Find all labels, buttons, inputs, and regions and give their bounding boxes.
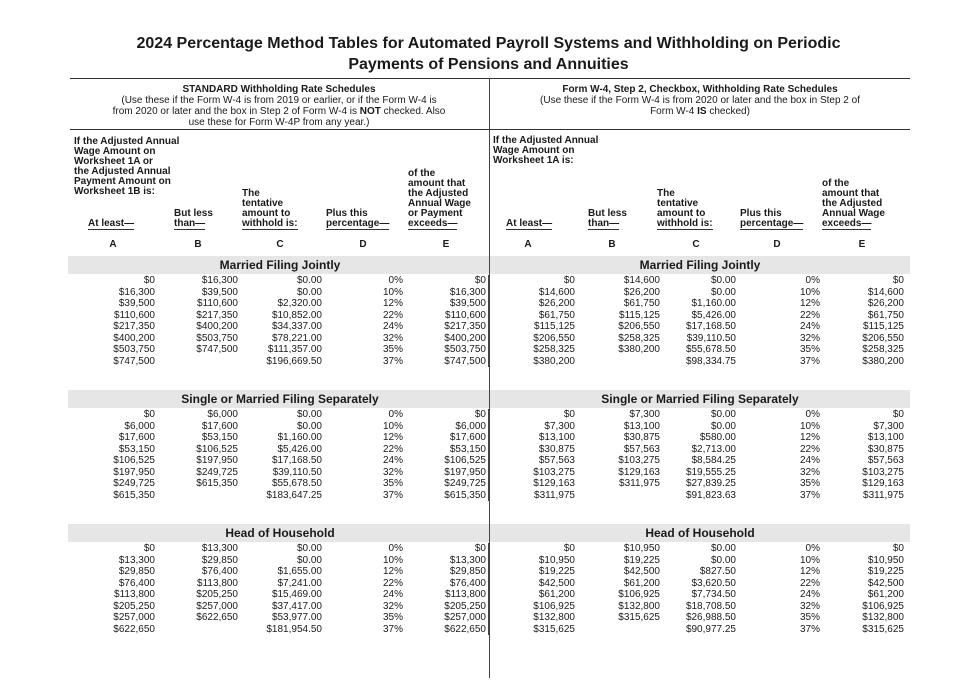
right-cell-a: $7,300 [544,420,575,432]
right-cell-e: $0 [892,275,904,286]
left-cell-e: $249,725 [444,478,486,489]
right-cell-e: $132,800 [862,612,904,623]
left-cell-c: $5,426.00 [277,443,322,455]
right-cell-e: $106,925 [862,600,904,612]
left-cell-c: $183,647.25 [266,489,322,501]
left-schedule-heading: STANDARD Withholding Rate Schedules [182,84,376,95]
right-cell-a: $10,950 [538,554,575,566]
left-cell-c: $0.00 [296,420,322,432]
right-cell-a: $61,200 [538,589,575,600]
left-cell-b: $53,150 [201,432,238,443]
left-cell-a: $197,950 [113,466,155,478]
right-cell-c: $1,160.00 [691,298,736,309]
right-cell-e: $57,563 [867,455,904,466]
right-cell-a: $315,625 [533,623,575,635]
left-cell-d: 24% [382,321,403,332]
right-cell-a: $311,975 [534,489,575,501]
right-cell-e: $0 [892,543,904,554]
left-cell-e: $0 [474,275,486,286]
left-column-letter: E [442,239,450,250]
right-cell-c: $27,839.25 [685,478,736,489]
left-cell-c: $17,168.50 [271,455,322,466]
right-cell-e: $103,275 [862,466,904,478]
right-cell-b: $129,163 [618,466,660,478]
top-rule [70,78,910,79]
title-line-2: Payments of Pensions and Annuities [348,56,629,73]
left-tentative-header: The tentative amount to withhold is: [242,188,298,229]
left-cell-b: $400,200 [196,321,238,332]
left-cell-d: 22% [382,309,403,321]
left-cell-b: $17,600 [201,420,238,432]
left-cell-e: $197,950 [444,466,486,478]
left-schedule-line3: use these for Form W-4P from any year.) [188,117,370,128]
left-cell-a: $257,000 [113,612,155,623]
right-cell-d: 32% [799,600,820,612]
left-cell-d: 37% [382,489,403,501]
right-cell-c: $0.00 [710,543,736,554]
center-divider [489,78,490,678]
left-cell-b: $503,750 [196,332,238,344]
right-cell-b: $14,600 [623,275,660,286]
right-cell-d: 10% [799,286,820,298]
left-section-label: Married Filing Jointly [219,258,341,272]
right-cell-a: $258,325 [533,344,575,355]
right-cell-e: $19,225 [867,566,904,577]
right-cell-d: 24% [799,321,820,332]
right-cell-e: $311,975 [863,489,904,501]
left-cell-b: $13,300 [201,543,238,554]
left-cell-e: $217,350 [444,321,486,332]
right-cell-b: $19,225 [623,554,660,566]
left-cell-d: 12% [382,566,403,577]
right-cell-d: 0% [805,275,820,286]
right-cell-c: $7,734.50 [691,589,736,600]
left-cell-d: 24% [382,589,403,600]
right-cell-e: $14,600 [867,286,904,298]
left-column-e-divider [488,409,489,501]
left-cell-c: $7,241.00 [277,577,322,589]
left-cell-d: 22% [382,443,403,455]
left-cell-c: $0.00 [296,275,322,286]
right-cell-c: $39,110.50 [686,332,736,344]
right-tentative-header: The tentative amount to withhold is: [657,188,713,229]
right-cell-c: $8,584.25 [691,455,736,466]
left-cell-c: $0.00 [296,543,322,554]
right-cell-d: 37% [799,355,820,367]
right-cell-c: $91,823.63 [685,489,736,501]
left-cell-d: 12% [382,298,403,309]
left-cell-d: 24% [382,455,403,466]
left-cell-b: $6,000 [207,409,238,420]
left-cell-c: $0.00 [296,286,322,298]
right-cell-c: $5,426.00 [691,309,736,321]
right-cell-a: $57,563 [538,455,575,466]
right-cell-d: 22% [799,577,820,589]
right-of-amount-header: of the amount that the Adjusted Annual Wage exceeds— [822,178,885,229]
right-cell-a: $103,275 [533,466,575,478]
right-cell-a: $106,925 [533,600,575,612]
right-cell-e: $13,100 [867,432,904,443]
right-schedule-line1: (Use these if the Form W-4 is from 2020 or later and the box in Step 2 of [540,95,860,106]
right-column-letter: E [858,239,866,250]
left-schedule-line2: from 2020 or later and the box in Step 2 of Form W-4 is NOT checked. Also [112,106,446,117]
right-cell-a: $42,500 [538,577,575,589]
left-cell-d: 35% [382,478,403,489]
left-cell-e: $113,800 [445,589,486,600]
left-cell-c: $55,678.50 [271,478,322,489]
left-column-letter: A [109,239,117,250]
right-schedule-line2: Form W-4 IS checked) [650,106,750,117]
right-cell-c: $26,988.50 [685,612,736,623]
right-cell-c: $0.00 [710,409,736,420]
left-cell-a: $6,000 [124,420,155,432]
right-cell-d: 12% [799,432,820,443]
right-cell-b: $10,950 [623,543,660,554]
left-cell-d: 10% [382,554,403,566]
left-cell-b: $622,650 [196,612,238,623]
left-cell-d: 0% [388,543,403,554]
left-cell-a: $249,725 [113,478,155,489]
right-cell-d: 0% [805,409,820,420]
right-cell-c: $98,334.75 [685,355,736,367]
right-schedule-title [494,84,906,117]
right-section-label: Married Filing Jointly [639,258,761,272]
left-section-label: Single or Married Filing Separately [181,392,379,406]
left-cell-a: $106,525 [113,455,155,466]
left-cell-e: $39,500 [449,298,486,309]
right-cell-c: $2,713.00 [691,443,736,455]
left-cell-a: $615,350 [113,489,155,501]
left-cell-c: $196,669.50 [266,355,322,367]
right-cell-d: 32% [799,466,820,478]
left-plus-percentage-header: Plus this percentage— [326,208,390,229]
right-cell-c: $3,620.50 [691,577,736,589]
left-cell-c: $15,469.00 [271,589,322,600]
right-cell-e: $61,200 [867,589,904,600]
left-at-least-header: At least— [88,218,135,229]
right-cell-e: $206,550 [862,332,904,344]
right-amount-intro-header: If the Adjusted Annual Wage Amount on Worksheet 1A is: [493,135,599,166]
left-cell-e: $106,525 [444,455,486,466]
left-cell-c: $39,110.50 [272,466,322,478]
right-cell-b: $315,625 [618,612,660,623]
right-cell-d: 37% [799,489,820,501]
right-cell-e: $258,325 [862,344,904,355]
left-cell-d: 37% [382,623,403,635]
left-cell-e: $17,600 [449,432,486,443]
left-cell-a: $0 [143,543,155,554]
right-cell-b: $57,563 [623,443,660,455]
left-cell-e: $29,850 [449,566,486,577]
right-cell-b: $13,100 [623,420,660,432]
left-cell-a: $110,600 [114,309,155,321]
right-cell-a: $0 [563,543,575,554]
right-cell-a: $13,100 [538,432,575,443]
right-column-letter: A [524,239,532,250]
left-cell-b: $39,500 [201,286,238,298]
right-cell-a: $115,125 [534,321,575,332]
left-cell-e: $747,500 [444,355,486,367]
left-column-e-divider [488,543,489,635]
left-cell-e: $13,300 [449,554,486,566]
right-cell-d: 10% [799,554,820,566]
right-cell-b: $26,200 [623,286,660,298]
left-cell-e: $205,250 [444,600,486,612]
right-cell-c: $827.50 [699,566,736,577]
right-cell-d: 35% [799,478,820,489]
left-cell-e: $615,350 [444,489,486,501]
left-cell-a: $53,150 [118,443,155,455]
right-cell-d: 32% [799,332,820,344]
left-cell-e: $503,750 [444,344,486,355]
left-cell-d: 35% [382,612,403,623]
right-cell-d: 12% [799,298,820,309]
right-cell-c: $0.00 [710,420,736,432]
left-cell-b: $747,500 [196,344,238,355]
left-cell-c: $53,977.00 [271,612,322,623]
right-cell-d: 0% [805,543,820,554]
right-cell-c: $55,678.50 [685,344,736,355]
right-cell-a: $380,200 [533,355,575,367]
left-cell-e: $400,200 [444,332,486,344]
right-cell-b: $61,750 [623,298,660,309]
header-rule [70,129,910,130]
right-cell-b: $115,125 [619,309,660,321]
right-cell-e: $61,750 [867,309,904,321]
left-cell-d: 0% [388,275,403,286]
right-cell-c: $17,168.50 [685,321,736,332]
left-cell-d: 32% [382,466,403,478]
right-cell-e: $115,125 [863,321,904,332]
left-cell-c: $37,417.00 [271,600,322,612]
left-cell-c: $0.00 [296,409,322,420]
right-cell-e: $315,625 [862,623,904,635]
right-cell-a: $61,750 [538,309,575,321]
left-cell-a: $503,750 [113,344,155,355]
left-cell-a: $0 [143,409,155,420]
left-cell-e: $16,300 [449,286,486,298]
right-cell-c: $18,708.50 [685,600,736,612]
right-cell-b: $258,325 [618,332,660,344]
left-cell-d: 32% [382,600,403,612]
left-cell-b: $217,350 [196,309,238,321]
right-cell-b: $61,200 [623,577,660,589]
right-cell-c: $19,555.25 [685,466,736,478]
left-cell-a: $400,200 [113,332,155,344]
right-cell-d: 10% [799,420,820,432]
left-cell-b: $205,250 [196,589,238,600]
right-cell-b: $380,200 [618,344,660,355]
left-cell-b: $29,850 [201,554,238,566]
right-cell-c: $90,977.25 [685,623,736,635]
left-cell-a: $17,600 [118,432,155,443]
left-cell-c: $1,655.00 [277,566,322,577]
right-cell-c: $0.00 [710,275,736,286]
left-cell-b: $249,725 [196,466,238,478]
left-cell-d: 12% [382,432,403,443]
left-cell-e: $6,000 [455,420,486,432]
right-cell-b: $42,500 [623,566,660,577]
left-cell-a: $76,400 [118,577,155,589]
left-schedule-line1: (Use these if the Form W-4 is from 2019 or earlier, or if the Form W-4 is [121,95,437,106]
left-cell-c: $34,337.00 [271,321,322,332]
right-cell-e: $7,300 [873,420,904,432]
left-cell-a: $113,800 [114,589,155,600]
right-cell-b: $7,300 [629,409,660,420]
left-cell-c: $181,954.50 [266,623,322,635]
right-cell-e: $129,163 [862,478,904,489]
left-column-letter: C [276,239,284,250]
right-cell-d: 24% [799,589,820,600]
right-cell-e: $380,200 [862,355,904,367]
left-cell-c: $111,357.00 [267,344,322,355]
right-cell-e: $26,200 [867,298,904,309]
right-cell-a: $206,550 [533,332,575,344]
right-section-label: Head of Household [645,526,755,540]
right-plus-percentage-header: Plus this percentage— [740,208,804,229]
left-cell-e: $110,600 [445,309,486,321]
right-cell-a: $0 [563,409,575,420]
right-cell-d: 35% [799,612,820,623]
left-cell-d: 10% [382,286,403,298]
left-amount-intro-header: If the Adjusted Annual Wage Amount on Worksheet 1A or the Adjusted Annual Payment Amount on Worksheet 1B is: [74,136,180,197]
right-cell-b: $311,975 [619,478,660,489]
left-schedule-title [74,84,484,128]
right-cell-a: $129,163 [533,478,575,489]
left-cell-a: $747,500 [113,355,155,367]
left-cell-c: $78,221.00 [271,332,322,344]
left-section-label: Head of Household [225,526,335,540]
right-but-less-header: But less than— [588,208,627,229]
left-cell-a: $13,300 [118,554,155,566]
right-cell-d: 35% [799,344,820,355]
right-cell-b: $206,550 [618,321,660,332]
right-cell-a: $19,225 [538,566,575,577]
right-cell-b: $30,875 [623,432,660,443]
left-cell-d: 22% [382,577,403,589]
left-cell-d: 32% [382,332,403,344]
right-cell-a: $30,875 [538,443,575,455]
right-cell-e: $30,875 [867,443,904,455]
right-cell-b: $132,800 [618,600,660,612]
left-cell-d: 37% [382,355,403,367]
left-cell-b: $615,350 [196,478,238,489]
right-column-letter: D [773,239,781,250]
document-title [60,33,917,75]
right-cell-e: $42,500 [867,577,904,589]
right-at-least-header: At least— [506,218,553,229]
left-column-e-divider [488,275,489,367]
left-cell-c: $10,852.00 [271,309,322,321]
left-cell-e: $76,400 [449,577,486,589]
right-cell-e: $10,950 [867,554,904,566]
right-cell-d: 22% [799,443,820,455]
left-cell-a: $29,850 [118,566,155,577]
left-column-letter: B [194,239,202,250]
right-cell-d: 24% [799,455,820,466]
right-cell-d: 12% [799,566,820,577]
right-cell-b: $106,925 [618,589,660,600]
left-cell-a: $205,250 [113,600,155,612]
left-cell-d: 35% [382,344,403,355]
right-cell-d: 22% [799,309,820,321]
left-cell-e: $622,650 [444,623,486,635]
left-cell-b: $257,000 [196,600,238,612]
left-cell-c: $0.00 [296,554,322,566]
right-cell-a: $0 [563,275,575,286]
left-cell-e: $0 [474,409,486,420]
left-cell-d: 0% [388,409,403,420]
left-cell-b: $106,525 [196,443,238,455]
left-cell-e: $257,000 [444,612,486,623]
left-column-letter: D [359,239,367,250]
left-cell-d: 10% [382,420,403,432]
left-cell-b: $197,950 [196,455,238,466]
left-of-amount-header: of the amount that the Adjusted Annual Wage or Payment exceeds— [408,168,471,229]
right-cell-c: $0.00 [710,286,736,298]
left-cell-a: $622,650 [113,623,155,635]
left-cell-c: $1,160.00 [277,432,322,443]
left-cell-a: $16,300 [118,286,155,298]
right-cell-a: $26,200 [538,298,575,309]
left-but-less-header: But less than— [174,208,213,229]
right-section-label: Single or Married Filing Separately [601,392,799,406]
left-cell-a: $0 [143,275,155,286]
right-cell-e: $0 [892,409,904,420]
right-cell-a: $132,800 [533,612,575,623]
right-schedule-heading: Form W-4, Step 2, Checkbox, Withholding Rate Schedules [562,84,838,95]
right-column-letter: C [692,239,700,250]
left-cell-e: $0 [474,543,486,554]
right-column-letter: B [608,239,616,250]
left-cell-e: $53,150 [449,443,486,455]
left-cell-a: $39,500 [118,298,155,309]
right-cell-b: $103,275 [618,455,660,466]
right-cell-c: $0.00 [710,554,736,566]
left-cell-c: $2,320.00 [277,298,322,309]
right-cell-a: $14,600 [538,286,575,298]
left-cell-a: $217,350 [113,321,155,332]
left-cell-b: $110,600 [197,298,238,309]
right-cell-c: $580.00 [699,432,736,443]
left-cell-b: $16,300 [201,275,238,286]
right-cell-d: 37% [799,623,820,635]
left-cell-b: $76,400 [201,566,238,577]
title-line-1: 2024 Percentage Method Tables for Automated Payroll Systems and Withholding on Periodic [136,35,841,52]
left-cell-b: $113,800 [197,577,238,589]
